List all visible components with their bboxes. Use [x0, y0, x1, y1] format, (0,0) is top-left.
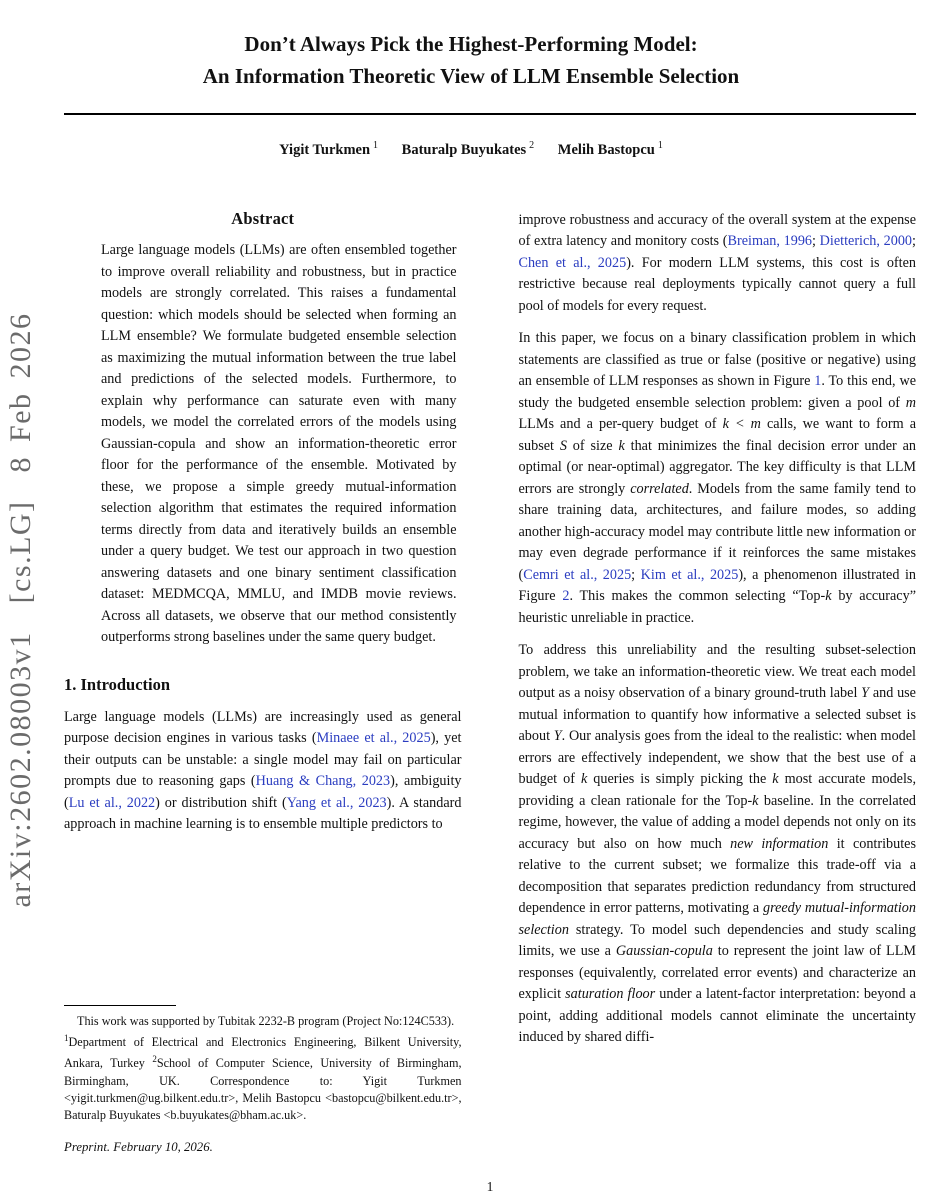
text-run: In this paper, we focus on a binary classification problem in which statements are classified as true or false (positive or negative) using an ensemble of LLM responses as shown in Figure: [518, 330, 916, 390]
text-run: improve robustness and accuracy of the overall system at the expense of extra latency and monitory costs (: [518, 211, 916, 250]
text-run: Large language models (LLMs) are increasingly used as general purpose decision engines in various tasks (: [64, 708, 462, 747]
paper-header: [0, 0, 942, 159]
title-rule: [64, 113, 916, 115]
text-run: under a latent-factor interpretation: beyond a point, adding additional models cannot eliminate the uncertainty induced by shared diffi-: [518, 986, 916, 1046]
text-run: S: [559, 437, 567, 454]
body-paragraph: [519, 640, 917, 1049]
footnote-support: [64, 1013, 462, 1030]
two-column-body: [64, 208, 916, 1159]
text-run: ;: [912, 233, 916, 250]
author-affiliation-mark: 1: [657, 140, 663, 151]
abstract-heading: Abstract: [231, 208, 295, 228]
text-run: k: [825, 588, 832, 605]
text-run: . To this end, we study the budgeted ensemble selection problem: given a pool of: [518, 373, 916, 411]
text-run: greedy mutual-information selection: [518, 900, 916, 938]
text-run: . Our analysis goes from the ideal to the realistic: when model errors are effectively independent, we show that the best use of a budget of: [518, 728, 916, 788]
text-run: of size: [566, 437, 619, 454]
page-number: 1: [486, 1179, 494, 1194]
text-run: strategy. To model such dependencies and study scaling limits, we use a: [518, 921, 916, 960]
author-affiliation-mark: 2: [529, 140, 535, 151]
text-run: 2: [152, 1054, 157, 1065]
author-name: Melih Bastopcu: [557, 141, 655, 158]
citation-link[interactable]: Yang et al., 2023: [286, 794, 387, 811]
text-run: that minimizes the final decision error under an optimal (or near-optimal) aggregator. The key difficulty is that LLM errors are strongly: [518, 437, 916, 497]
text-run: k: [772, 771, 779, 788]
text-run: ). For modern LLM systems, this cost is often restrictive because real deployments typically cannot query a full pool of models for every request.: [518, 254, 916, 314]
citation-link[interactable]: Kim et al., 2025: [640, 566, 739, 583]
text-run: k: [618, 437, 625, 454]
text-run: correlated: [630, 480, 689, 497]
text-run: to represent the joint law of LLM responses (equivalently, correlated error events) and characterize an explicit: [518, 943, 917, 1003]
text-run: Department of Electrical and Electronics Engineering, Bilkent University, Ankara, Turkey: [64, 1035, 462, 1071]
text-run: new information: [730, 835, 829, 852]
body-paragraph: [519, 328, 917, 629]
text-run: k < m: [722, 416, 761, 433]
author-list: [0, 140, 942, 159]
arxiv-watermark: arXiv:2602.08003v1 [cs.LG] 8 Feb 2026: [4, 312, 37, 908]
text-run: LLMs and a per-query budget of: [518, 416, 723, 433]
text-run: calls, we want to form a subset: [518, 416, 916, 454]
text-run: by accuracy” heuristic unreliable in practice.: [518, 588, 916, 626]
abstract-text: Large language models (LLMs) are often ensembled together to improve overall reliability and robustness, but in practice models are strongly correlated. This raises a fundamental question: which models should be selected when forming an LLM ensemble? We formulate budgeted ensemble selection as maximizing the mutual information between the true label and predictions of the selected models. Furthermore, to explain why performance can saturate even with many models, we model the correlated errors of the models using Gaussian-copula and show an information-theoretic error floor for the performance of the ensemble. Motivated by these, we propose a simple greedy mutual-information selection algorithm that estimates the required information terms directly from data and iteratively builds an ensemble under a query budget. We test our approach in two question answering datasets and one binary sentiment classification dataset: MEDMCQA, MMLU, and IMDB movie reviews. Across all datasets, we observe that our method consistently outperforms strong baselines under the same query budget.: [101, 242, 457, 646]
text-run: This work was supported by Tubitak 2232-B program (Project No:124C533).: [77, 1013, 455, 1028]
text-run: Y: [861, 685, 870, 702]
text-run: and use mutual information to quantify how informative a selected subset is about: [518, 685, 916, 745]
text-run: Gaussian-copula: [615, 943, 713, 960]
text-run: To address this unreliability and the resulting subset-selection problem, we take an information-theoretic view. We treat each model output as a noisy observation of a binary ground-truth label: [518, 642, 916, 702]
text-run: . This makes the common selecting “Top-: [569, 588, 826, 605]
paper-title-line-2: An Information Theoretic View of LLM Ensemble Selection: [202, 64, 740, 88]
citation-link[interactable]: Huang & Chang, 2023: [255, 773, 391, 790]
text-run: ), ambiguity (: [64, 773, 462, 811]
author-name: Yigit Turkmen: [279, 141, 371, 158]
author-name: Baturalp Buyukates: [401, 141, 527, 158]
footnote-block: [64, 1005, 462, 1159]
author: [558, 142, 663, 158]
text-run: ) or distribution shift (: [155, 794, 287, 811]
text-run: ;: [631, 566, 641, 583]
citation-link[interactable]: Breiman, 1996: [727, 233, 813, 250]
section-heading-introduction: 1. Introduction: [64, 674, 171, 694]
footnote-rule: [64, 1005, 176, 1006]
text-run: queries is simply picking the: [587, 771, 773, 788]
text-run: k: [752, 792, 759, 809]
text-run: . Models from the same family tend to share training data, architectures, and failure modes, so adding another high-accuracy model may contribute little new information or may even degrade performance if it reinforces the same mistakes (: [518, 480, 916, 583]
abstract-section: [64, 208, 462, 649]
citation-link[interactable]: Chen et al., 2025: [518, 254, 627, 271]
citation-link[interactable]: Dietterich, 2000: [819, 233, 913, 250]
author-affiliation-mark: 1: [373, 140, 379, 151]
preprint-note: Preprint. February 10, 2026.: [64, 1140, 213, 1155]
text-run: Y: [553, 728, 562, 745]
citation-link[interactable]: Lu et al., 2022: [68, 794, 156, 811]
left-column: [64, 208, 462, 1159]
citation-link[interactable]: Minaee et al., 2025: [316, 730, 431, 747]
right-column: [519, 208, 917, 1159]
body-paragraph: [519, 210, 917, 318]
intro-paragraph: [64, 707, 462, 836]
text-run: ). A standard approach in machine learning is to ensemble multiple predictors to: [64, 794, 462, 833]
text-run: k: [580, 771, 588, 788]
text-run: ;: [812, 233, 820, 250]
paper-title: [0, 28, 942, 92]
figure-ref-link[interactable]: 1: [814, 373, 822, 390]
text-run: ), a phenomenon illustrated in Figure: [518, 566, 916, 605]
figure-ref-link[interactable]: 2: [562, 588, 570, 605]
text-run: ), yet their outputs can be unstable: a single model may fail on particular prompts due to reasoning gaps (: [64, 730, 462, 790]
text-run: School of Computer Science, University of Birmingham, Birmingham, UK. Correspondence to: Yigit Turkmen <yigit.turkmen@ug.bilkent.edu.tr>, Melih Bastopcu <bastopcu@bilkent.edu.tr>, Baturalp Buyukates <b.buyukates@bham.ac.uk>.: [64, 1056, 462, 1123]
author: [402, 142, 535, 158]
text-run: it contributes relative to the current subset; we formalize this trade-off via a decomposition that separates prediction redundancy from structured dependence in error patterns, motivating a: [518, 835, 916, 917]
text-run: 1: [64, 1033, 69, 1044]
text-run: saturation floor: [565, 986, 656, 1003]
citation-link[interactable]: Cemri et al., 2025: [523, 566, 632, 583]
text-run: most accurate models, providing a clean rationale for the Top-: [518, 771, 916, 809]
text-run: m: [905, 394, 916, 411]
footnote-affiliations: [64, 1030, 462, 1124]
text-run: baseline. In the correlated regime, however, the value of adding a model depends not only on its accuracy but also on how much: [518, 792, 916, 852]
author: [279, 142, 378, 158]
paper-title-line-1: Don’t Always Pick the Highest-Performing Model:: [244, 32, 698, 56]
